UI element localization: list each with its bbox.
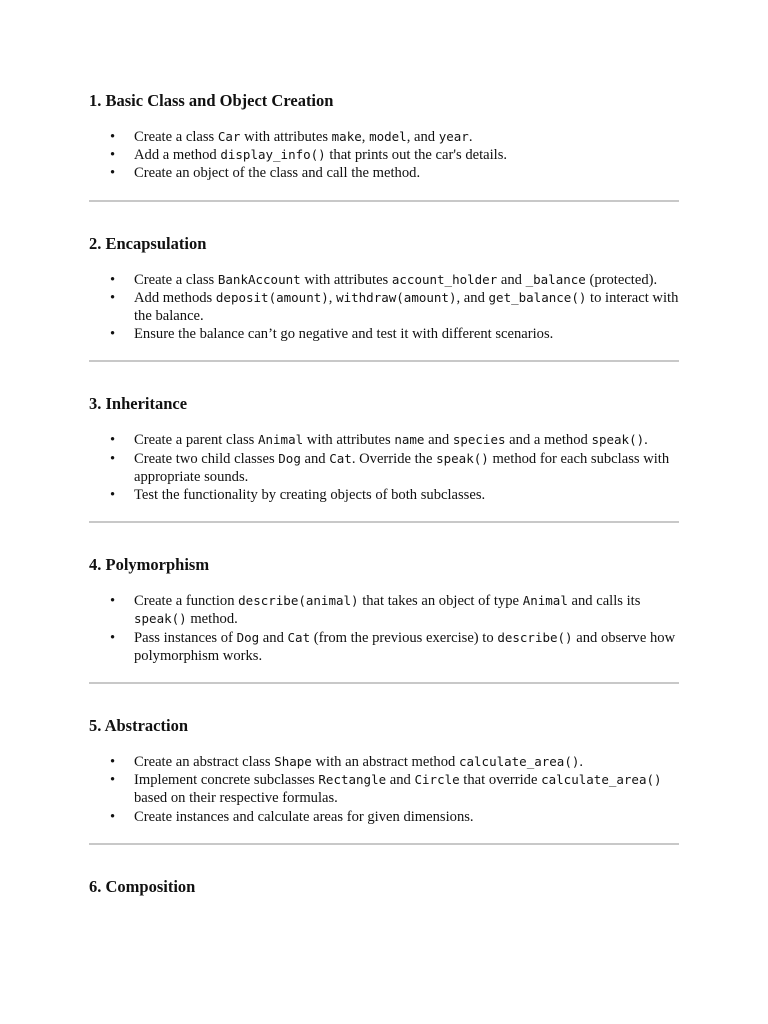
section-title: 3. Inheritance: [89, 394, 188, 414]
inline-code: speak(): [591, 432, 645, 448]
list-item: [89, 128, 679, 146]
text-span: , and: [406, 129, 439, 145]
list-item: [89, 753, 679, 771]
text-span: ,: [328, 289, 337, 306]
text-span: and: [424, 432, 453, 449]
inline-code: species: [452, 432, 506, 448]
list-item: [89, 289, 679, 325]
list-item: [89, 808, 679, 826]
list-item: [89, 450, 679, 486]
inline-code: Animal: [257, 432, 304, 448]
inline-code: describe(): [497, 629, 573, 645]
text-span: Create instances and calculate areas for given dimensions.: [134, 808, 474, 825]
bullet-list: [89, 431, 679, 504]
bullet-list: [89, 271, 679, 344]
text-span: and observe how polymorphism works.: [134, 629, 676, 664]
list-item: [89, 325, 679, 343]
text-span: Add methods: [134, 289, 216, 306]
inline-code: Cat: [287, 629, 311, 645]
text-span: , and: [456, 289, 489, 306]
text-span: to interact with the balance.: [134, 289, 679, 325]
text-span: Pass instances of: [134, 629, 237, 646]
inline-code: calculate_area(): [541, 772, 662, 788]
list-item: [89, 486, 679, 504]
text-span: (from the previous exercise) to: [310, 629, 498, 646]
inline-code: Cat: [329, 450, 352, 466]
text-span: and calls its: [567, 593, 641, 610]
section-divider: [89, 521, 679, 523]
section-divider: [89, 682, 679, 684]
text-span: ,: [361, 129, 370, 145]
inline-code: withdraw(amount): [336, 289, 457, 305]
text-span: Create an abstract class: [134, 754, 275, 771]
inline-code: Circle: [414, 772, 460, 788]
inline-code: Animal: [522, 593, 568, 609]
text-span: method for each subclass with appropriate sounds.: [134, 450, 670, 485]
inline-code: Dog: [278, 450, 301, 466]
text-span: .: [579, 754, 584, 771]
list-item: [89, 164, 679, 182]
text-span: and: [386, 772, 415, 789]
inline-code: Shape: [274, 754, 312, 770]
text-span: Test the functionality by creating objects of both subclasses.: [134, 487, 486, 504]
text-span: .: [644, 432, 648, 449]
inline-code: model: [369, 129, 407, 144]
bullet-list: [89, 753, 679, 826]
text-span: that override: [459, 772, 542, 789]
inline-code: Car: [217, 129, 241, 144]
text-span: Create a class: [134, 271, 218, 288]
list-item: [89, 431, 679, 449]
text-span: (protected).: [585, 271, 658, 288]
inline-code: Rectangle: [318, 772, 387, 788]
inline-code: name: [394, 432, 425, 448]
text-span: Ensure the balance can’t go negative and test it with different scenarios.: [134, 326, 554, 343]
inline-code: Dog: [236, 629, 260, 645]
text-span: Create an object of the class and call the method.: [134, 165, 421, 182]
inline-code: get_balance(): [488, 289, 587, 305]
text-span: Create a function: [134, 593, 239, 610]
inline-code: deposit(amount): [215, 289, 329, 305]
section-title: 2. Encapsulation: [89, 233, 207, 253]
text-span: and a method: [505, 432, 592, 449]
text-span: . Override the: [351, 450, 437, 467]
inline-code: speak(): [436, 450, 489, 466]
inline-code: speak(): [134, 611, 187, 627]
section-title: 5. Abstraction: [89, 716, 188, 736]
section-divider: [89, 360, 679, 362]
inline-code: account_holder: [391, 271, 498, 287]
inline-code: calculate_area(): [458, 754, 580, 770]
text-span: Add a method: [134, 147, 221, 164]
inline-code: BankAccount: [217, 271, 301, 287]
section-title: 6. Composition: [89, 876, 196, 896]
text-span: method.: [186, 611, 238, 628]
text-span: with an abstract method: [311, 754, 459, 771]
inline-code: describe(animal): [238, 593, 359, 609]
text-span: and: [497, 271, 526, 288]
text-span: .: [468, 129, 473, 145]
text-span: with attributes: [240, 129, 332, 145]
text-span: and: [259, 629, 288, 646]
inline-code: display_info(): [220, 147, 326, 163]
text-span: with attributes: [300, 271, 392, 288]
inline-code: make: [331, 129, 362, 144]
text-span: Create two child classes: [134, 450, 279, 467]
list-item: [89, 771, 679, 807]
section-title: 4. Polymorphism: [89, 555, 210, 575]
text-span: with attributes: [303, 432, 395, 449]
list-item: [89, 146, 679, 164]
bullet-list: [89, 592, 679, 665]
inline-code: year: [438, 129, 469, 144]
inline-code: _balance: [525, 271, 586, 287]
text-span: Implement concrete subclasses: [134, 772, 319, 789]
list-item: [89, 592, 679, 628]
bullet-list: [89, 128, 679, 183]
text-span: that prints out the car's details.: [325, 147, 508, 164]
text-span: that takes an object of type: [358, 593, 523, 610]
list-item: [89, 629, 679, 665]
text-span: Create a class: [134, 129, 218, 145]
list-item: [89, 271, 679, 289]
document-content: [89, 90, 679, 898]
text-span: and: [300, 450, 330, 467]
section-divider: [89, 200, 679, 202]
text-span: based on their respective formulas.: [134, 790, 338, 807]
text-span: Create a parent class: [134, 432, 258, 449]
section-title: 1. Basic Class and Object Creation: [89, 91, 334, 110]
section-divider: [89, 843, 679, 845]
